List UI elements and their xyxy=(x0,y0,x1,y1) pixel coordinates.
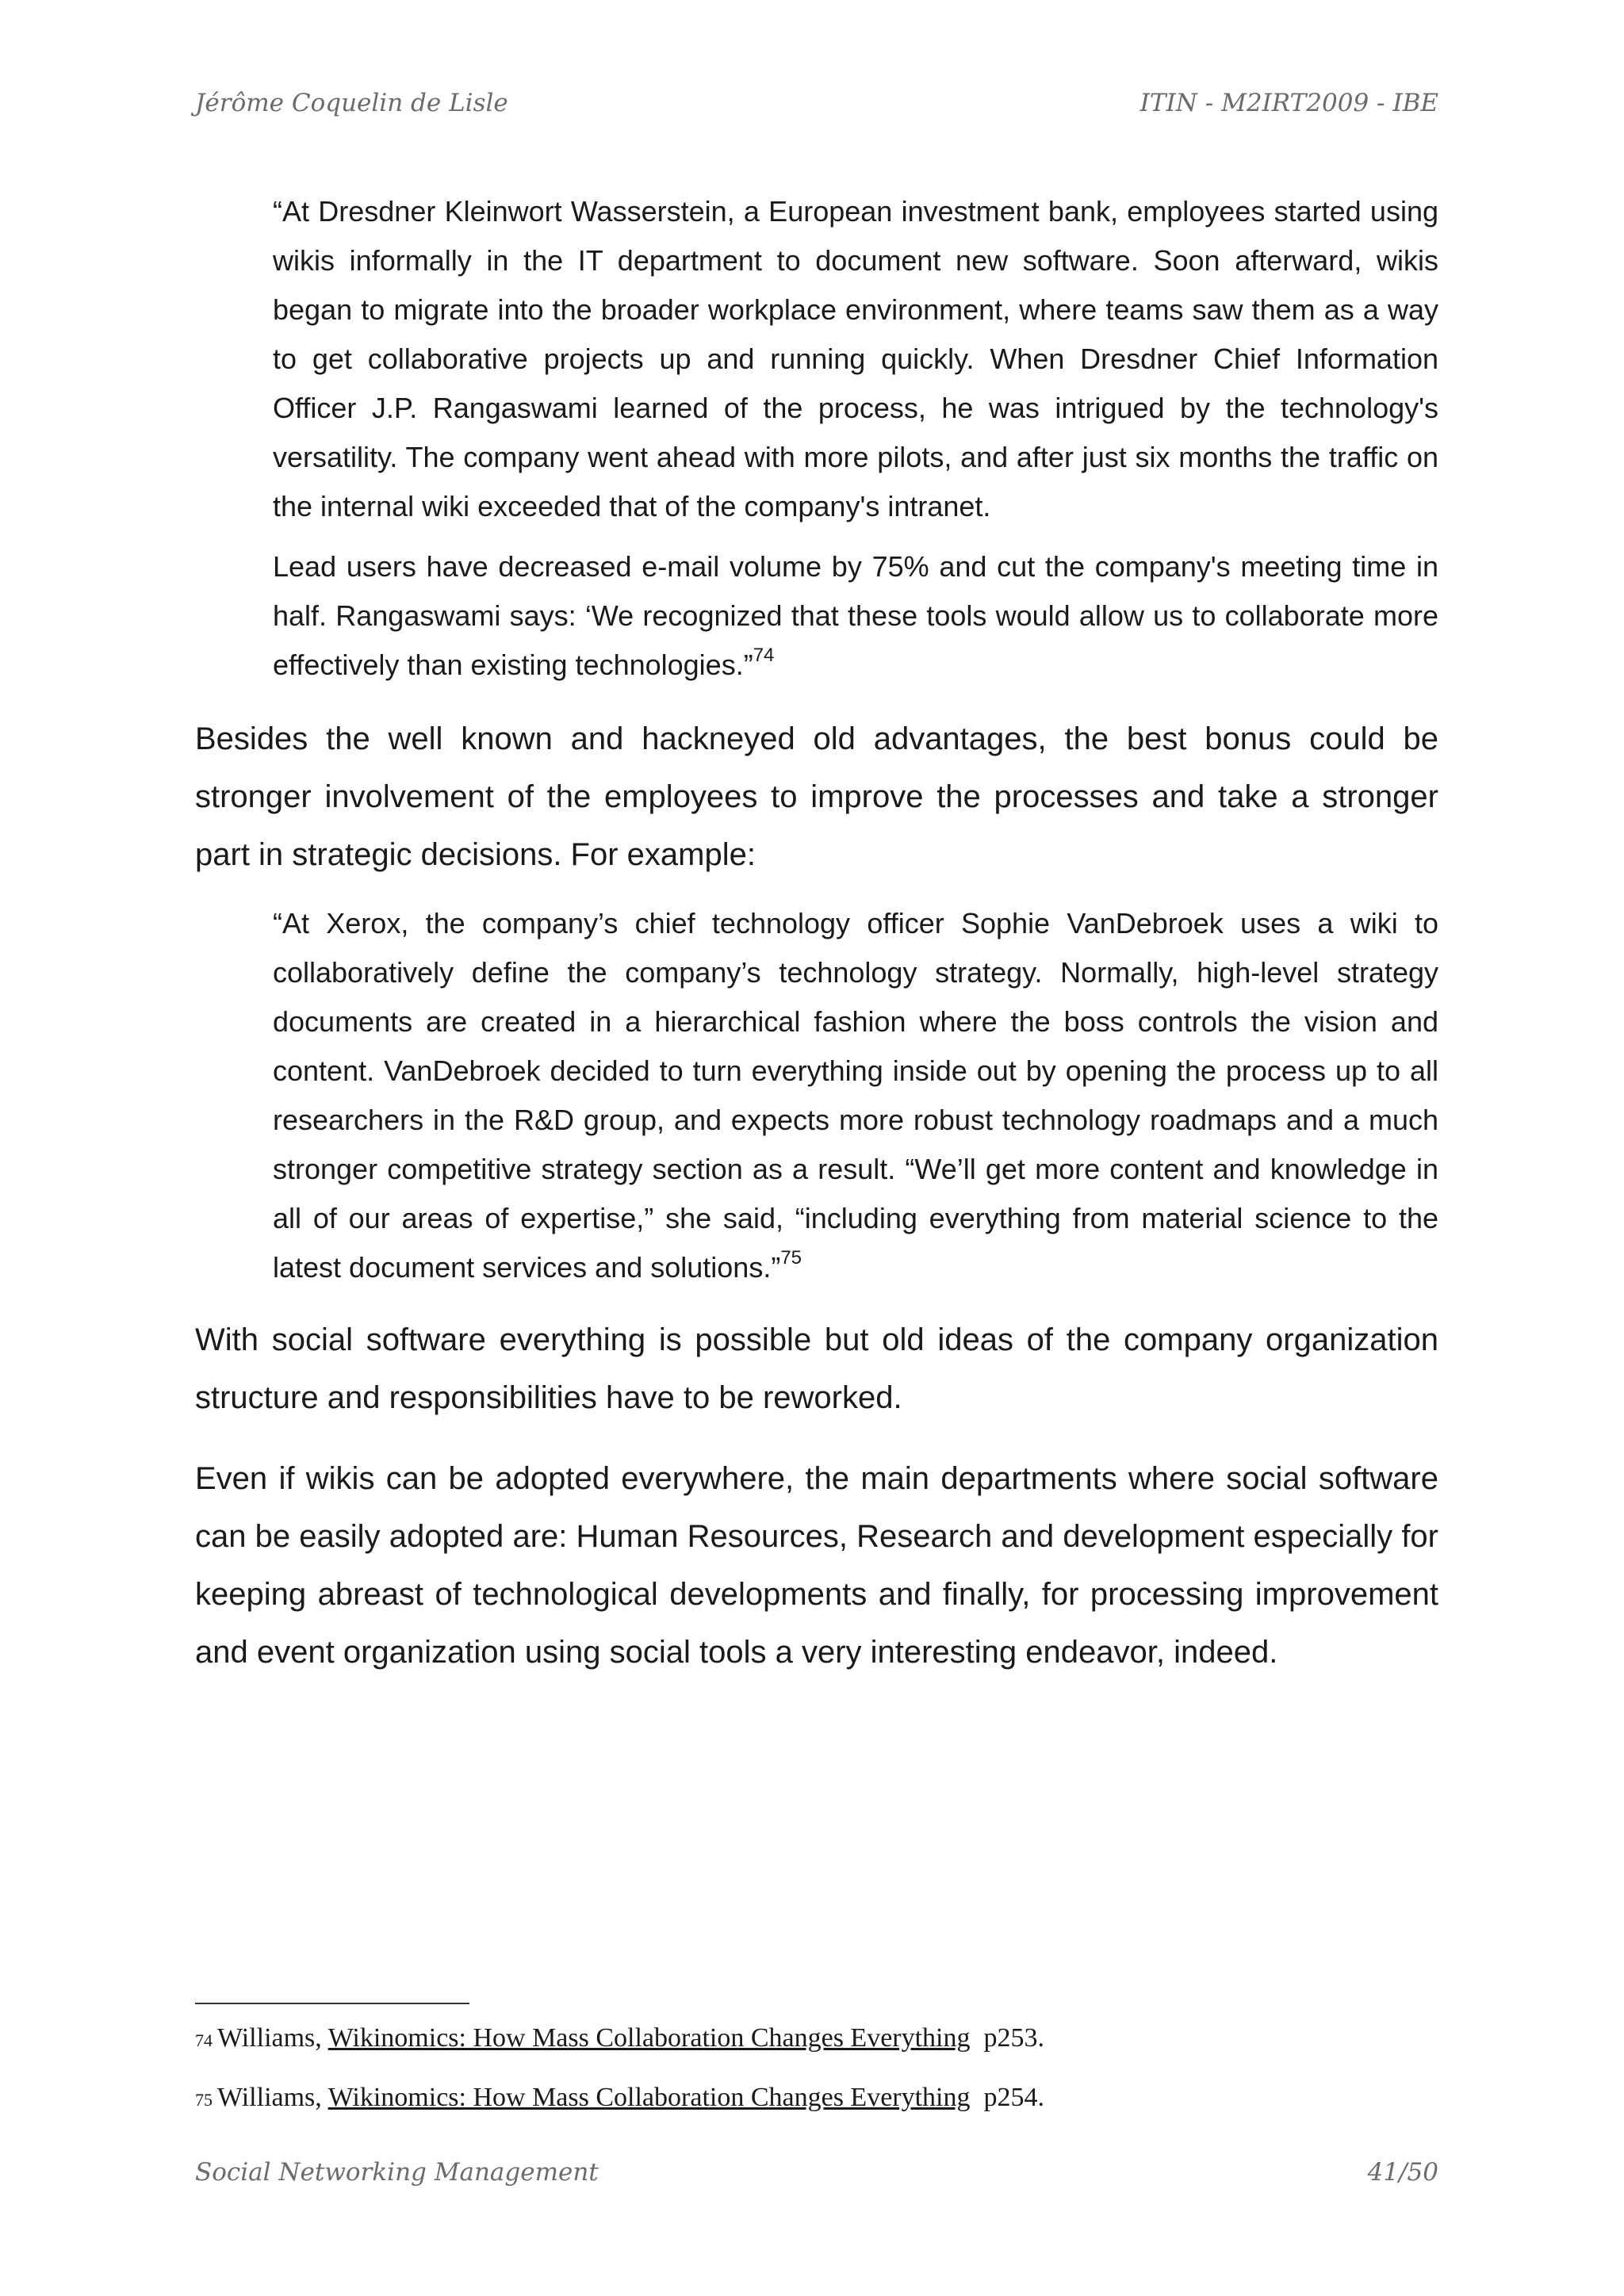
paragraph-text: Even if wikis can be adopted everywhere, the main departments where social software can be easily adopted are: Human Resources, Research and development especially for keeping abreast of technological developments and finally, for processing improvement and event organization using social tools a very interesting endeavor, indeed. xyxy=(195,1461,1438,1670)
footnote-title-link[interactable]: Wikinomics: How Mass Collaboration Changes Everything xyxy=(327,2083,971,2112)
body-paragraph-advantages xyxy=(195,710,1438,884)
paragraph-text: With social software everything is possible but old ideas of the company organization structure and responsibilities have to be reworked. xyxy=(195,1322,1438,1415)
quote-paragraph-2 xyxy=(273,542,1438,690)
footnote-number: 74 xyxy=(195,2030,213,2050)
footer-document-title: Social Networking Management xyxy=(195,2158,599,2187)
quote-paragraph-2-text: Lead users have decreased e-mail volume by 75% and cut the company's meeting time in half. Rangaswami says: ‘We recognized that these tools would allow us to collaborate more effectively than existing technologies.” xyxy=(273,550,1438,681)
block-quote-xerox xyxy=(273,899,1438,1292)
footnote-number: 75 xyxy=(195,2090,213,2110)
header-course: ITIN - M2IRT2009 - IBE xyxy=(1139,89,1438,117)
footnote-author: Williams, xyxy=(217,2023,322,2053)
header-author: Jérôme Coquelin de Lisle xyxy=(195,89,508,117)
footnote-author: Williams, xyxy=(217,2083,322,2112)
footnote-75 xyxy=(195,2083,1044,2113)
footnote-74 xyxy=(195,2023,1044,2053)
paragraph-text: Besides the well known and hackneyed old advantages, the best bonus could be stronger involvement of the employees to improve the processes and take a stronger part in strategic decisions. For example: xyxy=(195,721,1438,872)
page-header xyxy=(195,89,1438,136)
body-paragraph-departments xyxy=(195,1450,1438,1682)
footer-page-number: 41/50 xyxy=(1367,2158,1438,2187)
footnote-ref-74[interactable]: 74 xyxy=(753,645,775,666)
footnote-page: p253. xyxy=(983,2023,1044,2053)
footnote-title-link[interactable]: Wikinomics: How Mass Collaboration Changes Everything xyxy=(327,2023,971,2053)
footnote-page: p254. xyxy=(983,2083,1044,2112)
block-quote-dresdner xyxy=(273,187,1438,690)
quote-xerox-text: “At Xerox, the company’s chief technology officer Sophie VanDebroek uses a wiki to collaboratively define the company’s technology strategy. Normally, high-level strategy documents are created in a hierarchical fashion where the boss controls the vision and content. VanDebroek decided to turn everything inside out by opening the process up to all researchers in the R&D group, and expects more robust technology roadmaps and a much stronger competitive strategy section as a result. “We’ll get more content and knowledge in all of our areas of expertise,” she said, “including everything from material science to the latest document services and solutions.” xyxy=(273,907,1438,1284)
quote-paragraph-1: “At Dresdner Kleinwort Wasserstein, a European investment bank, employees started using wikis informally in the IT department to document new software. Soon afterward, wikis began to migrate into the broader workplace environment, where teams saw them as a way to get collaborative projects up and running quickly. When Dresdner Chief Information Officer J.P. Rangaswami learned of the process, he was intrigued by the technology's versatility. The company went ahead with more pilots, and after just six months the traffic on the internal wiki exceeded that of the company's intranet. xyxy=(273,195,1438,522)
page-footer xyxy=(195,2158,1438,2198)
footnote-ref-75[interactable]: 75 xyxy=(780,1247,802,1269)
quote-xerox-paragraph xyxy=(273,899,1438,1292)
footnote-divider xyxy=(195,2003,469,2004)
body-paragraph-social-software xyxy=(195,1311,1438,1427)
